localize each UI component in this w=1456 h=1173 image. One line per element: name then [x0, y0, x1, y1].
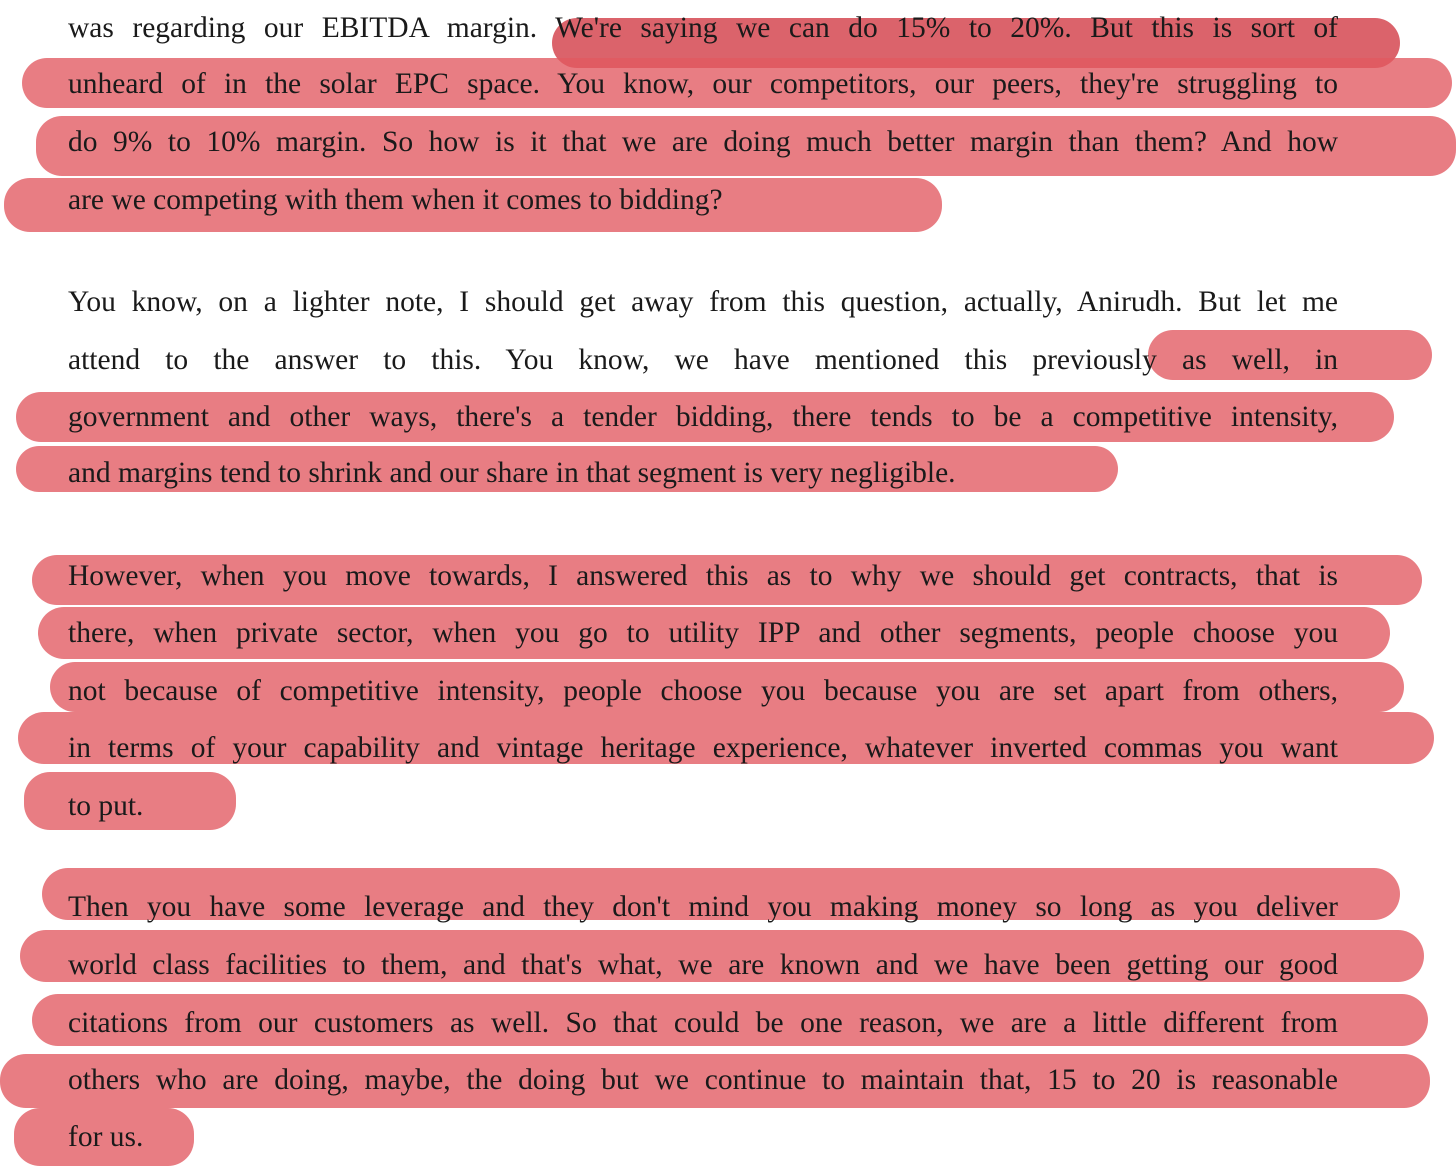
text-line: Then you have some leverage and they don't mind you making money so long as you deliver	[68, 891, 1338, 923]
text-line: government and other ways, there's a tender bidding, there tends to be a competitive intensity,	[68, 401, 1338, 433]
text-line: not because of competitive intensity, people choose you because you are set apart from others,	[68, 675, 1338, 707]
text-line: are we competing with them when it comes to bidding?	[68, 184, 723, 216]
text-line: citations from our customers as well. So that could be one reason, we are a little different from	[68, 1007, 1338, 1039]
text-line: there, when private sector, when you go to utility IPP and other segments, people choose you	[68, 617, 1338, 649]
text-line: world class facilities to them, and that's what, we are known and we have been getting our good	[68, 949, 1338, 981]
text-line: unheard of in the solar EPC space. You know, our competitors, our peers, they're struggling to	[68, 68, 1338, 100]
text-line: others who are doing, maybe, the doing but we continue to maintain that, 15 to 20 is reasonable	[68, 1064, 1338, 1096]
text-line: However, when you move towards, I answered this as to why we should get contracts, that is	[68, 560, 1338, 592]
text-line: for us.	[68, 1121, 144, 1153]
text-line: do 9% to 10% margin. So how is it that we are doing much better margin than them? And how	[68, 126, 1338, 158]
text-line: and margins tend to shrink and our share in that segment is very negligible.	[68, 457, 956, 489]
text-line: in terms of your capability and vintage heritage experience, whatever inverted commas you want	[68, 732, 1338, 764]
text-line: You know, on a lighter note, I should get away from this question, actually, Anirudh. But let me	[68, 286, 1338, 318]
text-line: attend to the answer to this. You know, we have mentioned this previously as well, in	[68, 344, 1338, 376]
text-line: was regarding our EBITDA margin. We're saying we can do 15% to 20%. But this is sort of	[68, 12, 1338, 44]
text-line: to put.	[68, 790, 144, 822]
